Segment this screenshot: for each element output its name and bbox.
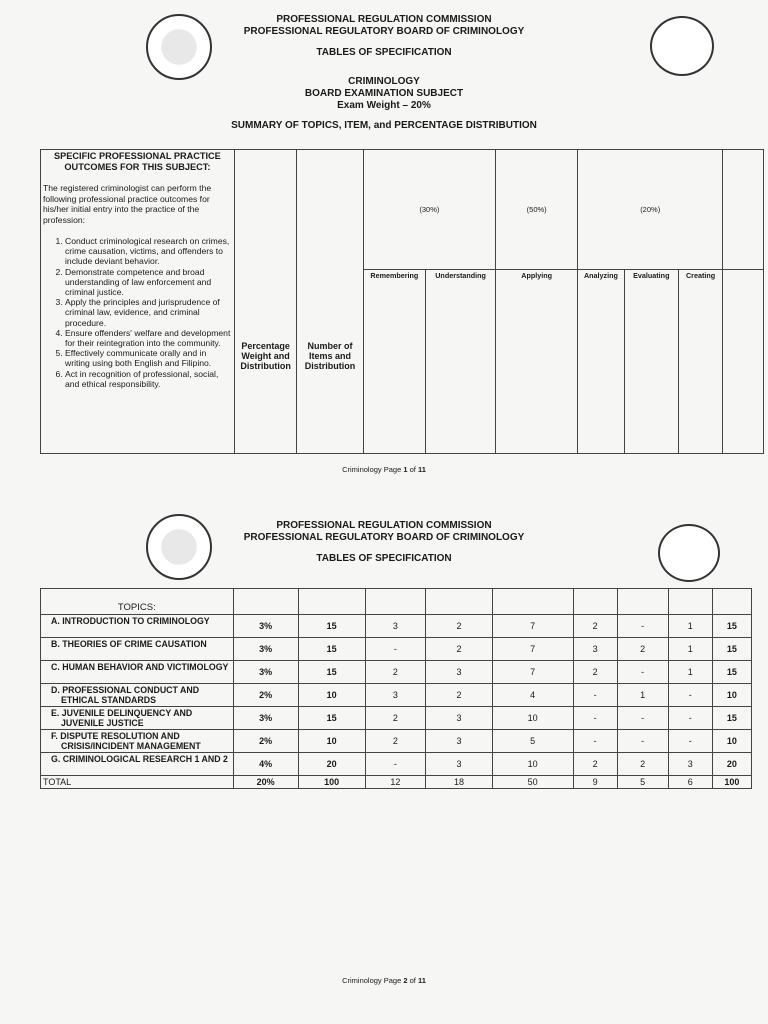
row-applying: 5 — [492, 730, 573, 753]
outcomes-heading: SPECIFIC PROFESSIONAL PRACTICE OUTCOMES FOR THIS SUBJECT: — [54, 151, 221, 172]
topics-heading: TOPICS: — [41, 589, 234, 615]
commission-title: PROFESSIONAL REGULATION COMMISSION — [276, 520, 492, 531]
outcome-item: 1. Conduct criminological research on crimes, crime causation, victims, and offenders to include deviant behavior. — [65, 236, 232, 267]
row-applying: 10 — [492, 753, 573, 776]
outcomes-cell — [41, 150, 235, 454]
outcomes-table — [40, 149, 764, 454]
subject-type: BOARD EXAMINATION SUBJECT — [304, 88, 464, 99]
row-understanding: 2 — [426, 615, 492, 638]
topic-label: D. PROFESSIONAL CONDUCT AND ETHICAL STANDARDS — [41, 684, 234, 707]
row-items: 10 — [298, 730, 365, 753]
col-creating: Creating — [678, 270, 722, 454]
footer-page-num: 1 — [403, 465, 408, 474]
row-total: 15 — [712, 661, 751, 684]
commission-title: PROFESSIONAL REGULATION COMMISSION — [276, 14, 492, 25]
footer-page-total: 11 — [417, 465, 426, 474]
row-pct: 4% — [233, 753, 298, 776]
empty-cell — [298, 589, 365, 615]
summary-title: SUMMARY OF TOPICS, ITEM, and PERCENTAGE DISTRIBUTION — [231, 120, 537, 131]
page1-header — [0, 14, 768, 132]
row-remembering: - — [365, 638, 426, 661]
total-creating: 6 — [668, 776, 712, 789]
table-row — [41, 661, 752, 684]
empty-cell — [723, 270, 764, 454]
table-row — [41, 615, 752, 638]
topic-label: B. THEORIES OF CRIME CAUSATION — [41, 638, 234, 661]
row-creating: - — [668, 707, 712, 730]
row-items: 10 — [298, 684, 365, 707]
row-analyzing: - — [573, 707, 617, 730]
row-pct: 3% — [233, 661, 298, 684]
col-remembering: Remembering — [363, 270, 425, 454]
total-understanding: 18 — [426, 776, 492, 789]
row-evaluating: 2 — [617, 638, 668, 661]
row-creating: - — [668, 730, 712, 753]
group-50: (50%) — [496, 150, 578, 270]
outcome-item: 2. Demonstrate competence and broad understanding of law enforcement and criminal justice. — [65, 267, 232, 298]
row-understanding: 3 — [426, 707, 492, 730]
pct-column-header: Percentage Weight and Distribution — [234, 150, 297, 454]
row-items: 15 — [298, 661, 365, 684]
row-analyzing: 2 — [573, 615, 617, 638]
row-evaluating: - — [617, 661, 668, 684]
row-applying: 4 — [492, 684, 573, 707]
empty-cell — [233, 589, 298, 615]
total-row — [41, 776, 752, 789]
row-evaluating: 1 — [617, 684, 668, 707]
col-understanding: Understanding — [426, 270, 496, 454]
total-evaluating: 5 — [617, 776, 668, 789]
row-pct: 2% — [233, 684, 298, 707]
outcomes-intro: The registered criminologist can perform the following professional practice outcomes for his/her initial entry into the practice of the profession: — [43, 183, 212, 225]
row-understanding: 3 — [426, 753, 492, 776]
row-understanding: 2 — [426, 638, 492, 661]
row-evaluating: - — [617, 707, 668, 730]
table-row — [41, 753, 752, 776]
row-remembering: 3 — [365, 615, 426, 638]
row-applying: 10 — [492, 707, 573, 730]
empty-cell — [573, 589, 617, 615]
total-analyzing: 9 — [573, 776, 617, 789]
row-evaluating: - — [617, 615, 668, 638]
tables-title: TABLES OF SPECIFICATION — [316, 553, 452, 564]
total-remembering: 12 — [365, 776, 426, 789]
row-total: 10 — [712, 684, 751, 707]
topic-label: C. HUMAN BEHAVIOR AND VICTIMOLOGY — [41, 661, 234, 684]
row-items: 15 — [298, 638, 365, 661]
exam-weight: Exam Weight – 20% — [337, 100, 431, 111]
row-creating: 3 — [668, 753, 712, 776]
tables-title: TABLES OF SPECIFICATION — [316, 47, 452, 58]
row-understanding: 3 — [426, 661, 492, 684]
table-row — [41, 730, 752, 753]
row-remembering: 3 — [365, 684, 426, 707]
topic-label: A. INTRODUCTION TO CRIMINOLOGY — [41, 615, 234, 638]
outcomes-list — [43, 236, 232, 389]
row-applying: 7 — [492, 615, 573, 638]
footer-of: of — [407, 465, 418, 474]
row-creating: 1 — [668, 661, 712, 684]
subject-name: CRIMINOLOGY — [348, 76, 420, 87]
items-column-header: Number of Items and Distribution — [297, 150, 363, 454]
row-remembering: 2 — [365, 707, 426, 730]
row-understanding: 3 — [426, 730, 492, 753]
row-analyzing: 3 — [573, 638, 617, 661]
row-evaluating: 2 — [617, 753, 668, 776]
total-items: 100 — [298, 776, 365, 789]
empty-cell — [426, 589, 492, 615]
row-items: 20 — [298, 753, 365, 776]
row-creating: - — [668, 684, 712, 707]
row-items: 15 — [298, 615, 365, 638]
row-remembering: 2 — [365, 661, 426, 684]
page-1 — [0, 0, 768, 490]
row-total: 20 — [712, 753, 751, 776]
board-title: PROFESSIONAL REGULATORY BOARD OF CRIMINOLOGY — [243, 26, 525, 37]
row-creating: 1 — [668, 638, 712, 661]
row-total: 10 — [712, 730, 751, 753]
table-row — [41, 707, 752, 730]
footer-prefix: Criminology Page — [342, 976, 404, 985]
col-applying: Applying — [496, 270, 578, 454]
row-understanding: 2 — [426, 684, 492, 707]
table-row — [41, 638, 752, 661]
page1-footer — [0, 465, 768, 474]
row-total: 15 — [712, 707, 751, 730]
outcome-item: 6. Act in recognition of professional, social, and ethical responsibility. — [65, 369, 232, 389]
row-remembering: 2 — [365, 730, 426, 753]
empty-cell — [723, 150, 764, 270]
topic-label: F. DISPUTE RESOLUTION AND CRISIS/INCIDENT MANAGEMENT — [41, 730, 234, 753]
total-label: TOTAL — [41, 776, 234, 789]
page-2 — [0, 490, 768, 1024]
total-total: 100 — [712, 776, 751, 789]
empty-cell — [712, 589, 751, 615]
row-total: 15 — [712, 615, 751, 638]
board-title: PROFESSIONAL REGULATORY BOARD OF CRIMINOLOGY — [243, 532, 525, 543]
empty-cell — [617, 589, 668, 615]
footer-page-total: 11 — [417, 976, 426, 985]
empty-cell — [365, 589, 426, 615]
table-row — [41, 684, 752, 707]
row-analyzing: 2 — [573, 661, 617, 684]
footer-of: of — [407, 976, 418, 985]
row-creating: 1 — [668, 615, 712, 638]
row-pct: 3% — [233, 615, 298, 638]
outcome-item: 4. Ensure offenders' welfare and development for their reintegration into the community. — [65, 328, 232, 348]
topic-label: G. CRIMINOLOGICAL RESEARCH 1 AND 2 — [41, 753, 234, 776]
row-applying: 7 — [492, 661, 573, 684]
row-applying: 7 — [492, 638, 573, 661]
row-analyzing: 2 — [573, 753, 617, 776]
row-pct: 3% — [233, 707, 298, 730]
group-20: (20%) — [578, 150, 723, 270]
page2-footer — [0, 976, 768, 985]
footer-prefix: Criminology Page — [342, 465, 404, 474]
topic-label: E. JUVENILE DELINQUENCY AND JUVENILE JUSTICE — [41, 707, 234, 730]
outcome-item: 3. Apply the principles and jurisprudence of criminal law, evidence, and criminal procedure. — [65, 297, 232, 328]
total-pct: 20% — [233, 776, 298, 789]
row-analyzing: - — [573, 684, 617, 707]
outcome-item: 5. Effectively communicate orally and in writing using both English and Filipino. — [65, 348, 232, 368]
row-pct: 2% — [233, 730, 298, 753]
footer-page-num: 2 — [403, 976, 408, 985]
col-analyzing: Analyzing — [578, 270, 625, 454]
row-analyzing: - — [573, 730, 617, 753]
row-items: 15 — [298, 707, 365, 730]
empty-cell — [492, 589, 573, 615]
row-remembering: - — [365, 753, 426, 776]
row-pct: 3% — [233, 638, 298, 661]
page2-header — [0, 520, 768, 565]
topics-table — [40, 588, 752, 789]
row-evaluating: - — [617, 730, 668, 753]
group-30: (30%) — [363, 150, 495, 270]
total-applying: 50 — [492, 776, 573, 789]
col-evaluating: Evaluating — [624, 270, 678, 454]
row-total: 15 — [712, 638, 751, 661]
empty-cell — [668, 589, 712, 615]
